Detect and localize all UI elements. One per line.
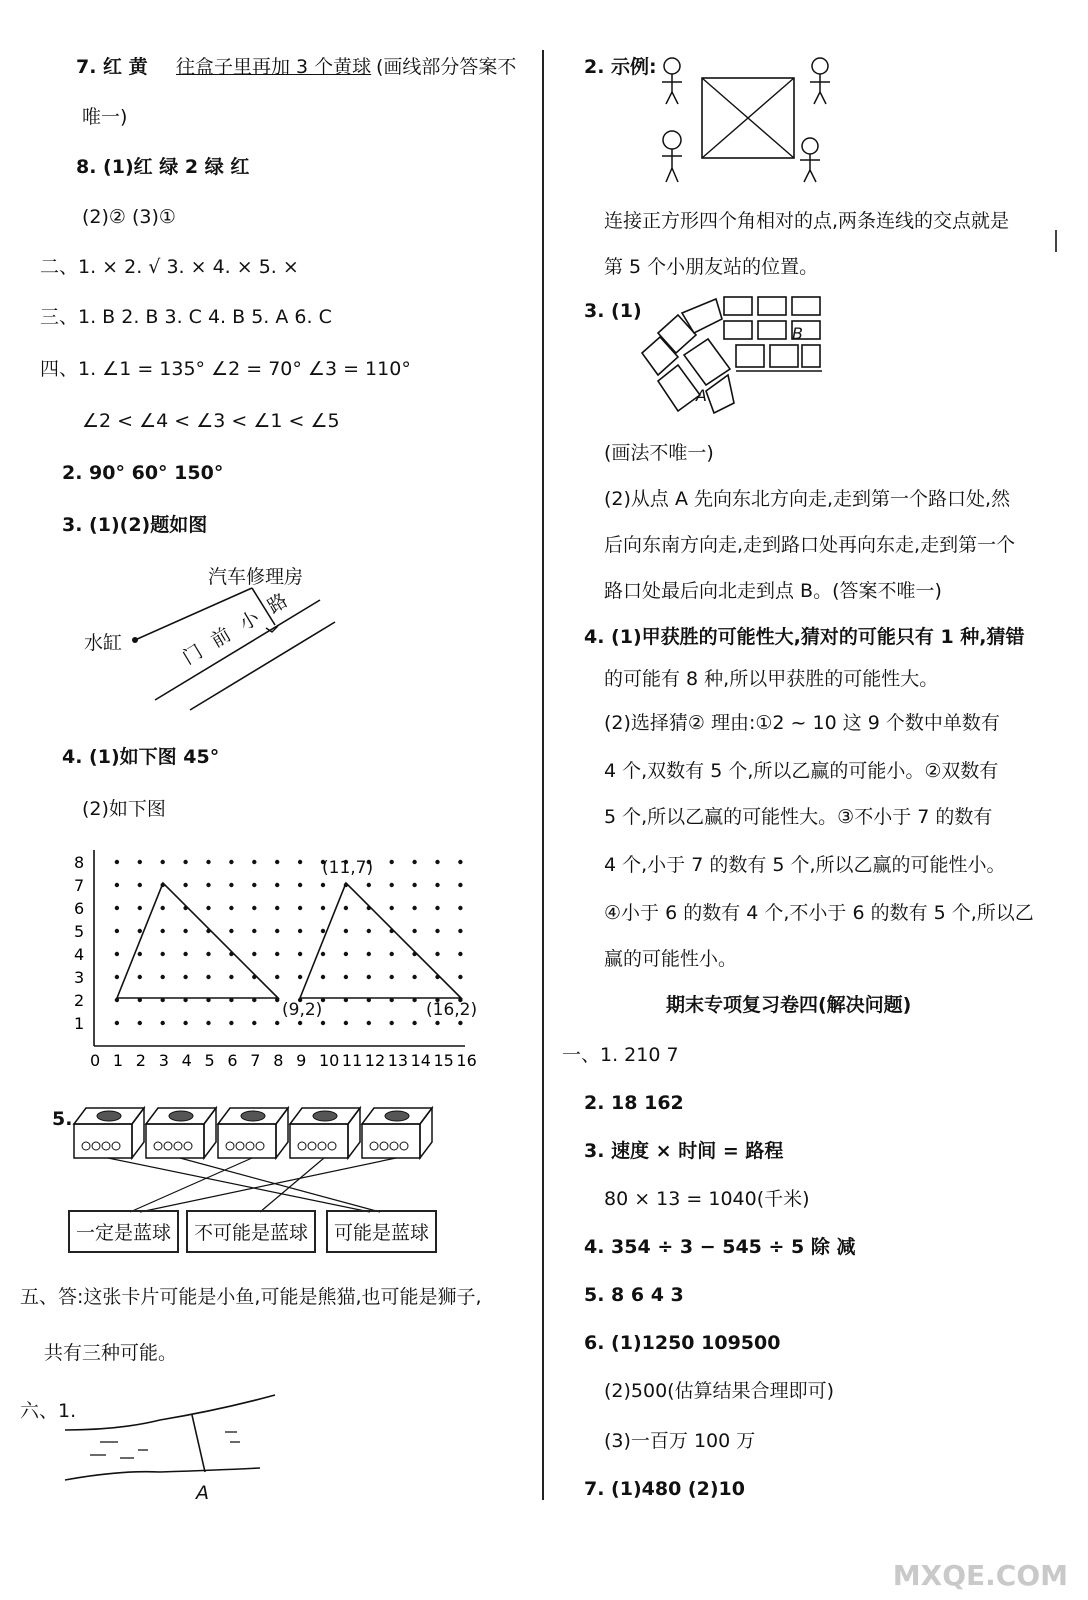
p3-line2: 80 × 13 = 1040(千米): [604, 1188, 810, 1210]
river-figure: [60, 1390, 280, 1490]
grid-dot: [275, 883, 279, 887]
grid-dot: [229, 906, 233, 910]
grid-dot: [229, 929, 233, 933]
ball-box: [146, 1108, 216, 1158]
grid-dot: [275, 860, 279, 864]
q4-2-line5: ④小于 6 的数有 4 个,不小于 6 的数有 5 个,所以乙: [604, 902, 1034, 924]
grid-dot: [206, 975, 210, 979]
grid-dot: [298, 975, 302, 979]
x-tick-label: 12: [364, 1051, 386, 1070]
section-3: 三、1. B 2. B 3. C 4. B 5. A 6. C: [40, 306, 332, 328]
x-tick-label: 10: [319, 1051, 340, 1070]
q2-label: 2. 示例:: [584, 56, 657, 78]
y-tick-label: 6: [74, 899, 85, 918]
column-divider: [542, 50, 544, 1500]
q4-2-line1: (2)选择猜② 理由:①2 ~ 10 这 9 个数中单数有: [604, 712, 1000, 734]
ball-box: [290, 1108, 360, 1158]
grid-dot: [115, 929, 119, 933]
grid-dot: [390, 1021, 394, 1025]
grid-dot: [298, 906, 302, 910]
grid-dot: [435, 1021, 439, 1025]
grid-dot: [183, 883, 187, 887]
ball-box: [74, 1108, 144, 1158]
point-b: B: [792, 324, 803, 343]
grid-dot: [412, 975, 416, 979]
grid-dot: [344, 975, 348, 979]
grid-dot: [321, 952, 325, 956]
box-impossible: 不可能是蓝球: [186, 1210, 316, 1253]
grid-dot: [252, 952, 256, 956]
grid-dot: [206, 883, 210, 887]
road-map: [636, 295, 826, 415]
x-tick-label: 6: [227, 1051, 238, 1070]
x-tick-label: 5: [204, 1051, 215, 1070]
x-tick-label: 4: [181, 1051, 192, 1070]
q4-1-line1: 4. (1)甲获胜的可能性大,猜对的可能只有 1 种,猜错: [584, 626, 1025, 648]
grid-dot: [115, 975, 119, 979]
grid-dot: [115, 883, 119, 887]
x-tick-label: 8: [273, 1051, 284, 1070]
point-a: A: [196, 1482, 209, 1504]
q4-2-line2: 4 个,双数有 5 个,所以乙赢的可能小。②双数有: [604, 760, 999, 782]
q7-underlined: 往盒子里再加 3 个黄球: [176, 56, 372, 78]
x-tick-label: 9: [296, 1051, 307, 1070]
p2: 2. 18 162: [584, 1092, 684, 1114]
grid-dot: [252, 860, 256, 864]
grid-dot: [183, 1021, 187, 1025]
grid-dot: [344, 1021, 348, 1025]
grid-dot: [344, 906, 348, 910]
q4-2-line3: 5 个,所以乙赢的可能性大。③不小于 7 的数有: [604, 806, 993, 828]
grid-dot: [138, 860, 142, 864]
x-tick-label: 2: [135, 1051, 146, 1070]
q3-2-line3: 路口处最后向北走到点 B。(答案不唯一): [604, 580, 942, 602]
grid-dot: [138, 975, 142, 979]
grid-dot: [229, 883, 233, 887]
grid-dot: [390, 883, 394, 887]
grid-dot: [458, 860, 462, 864]
grid-dot: [298, 860, 302, 864]
grid-dot: [183, 975, 187, 979]
section-4-q4: 4. (1)如下图 45°: [62, 746, 220, 768]
ball-box: [362, 1108, 432, 1158]
x-tick-label: 1: [112, 1051, 124, 1070]
p3-line1: 3. 速度 × 时间 = 路程: [584, 1140, 784, 1162]
point-9-2: (9,2): [282, 1000, 323, 1020]
box-certain: 一定是蓝球: [68, 1210, 179, 1253]
x-tick-label: 7: [250, 1051, 261, 1070]
q4-2-line6: 赢的可能性小。: [604, 948, 738, 970]
section-4-q4-2: (2)如下图: [82, 798, 166, 820]
grid-dot: [435, 883, 439, 887]
point-a-map: A: [696, 386, 707, 405]
grid-dot: [138, 883, 142, 887]
q7-note-cont: 唯一): [82, 106, 128, 128]
grid-dot: [412, 1021, 416, 1025]
grid-dot: [115, 860, 119, 864]
section-5-a: 五、答:这张卡片可能是小鱼,可能是熊猫,也可能是狮子,: [20, 1286, 482, 1308]
grid-dot: [321, 883, 325, 887]
grid-dot: [206, 906, 210, 910]
x-tick-label: 13: [387, 1051, 409, 1070]
watermark: MXQE.COM: [892, 1559, 1068, 1592]
y-tick-label: 5: [74, 922, 85, 941]
grid-dot: [183, 929, 187, 933]
grid-dot: [367, 975, 371, 979]
y-tick-label: 1: [74, 1014, 85, 1033]
y-tick-label: 3: [74, 968, 85, 987]
section-6: 六、1.: [20, 1400, 77, 1422]
y-tick-label: 2: [74, 991, 85, 1010]
grid-dot: [458, 883, 462, 887]
q4-1-line2: 的可能有 8 种,所以甲获胜的可能性大。: [604, 668, 939, 690]
grid-dot: [367, 952, 371, 956]
grid-dot: [458, 952, 462, 956]
grid-dot: [275, 975, 279, 979]
y-tick-label: 8: [74, 853, 85, 872]
section-4-q3: 3. (1)(2)题如图: [62, 514, 208, 536]
ball-box: [218, 1108, 288, 1158]
grid-dot: [206, 860, 210, 864]
grid-dot: [275, 1021, 279, 1025]
grid-dot: [321, 975, 325, 979]
y-tick-label: 7: [74, 876, 85, 895]
ball-boxes: [70, 1100, 450, 1210]
grid-dot: [367, 883, 371, 887]
grid-dot: [344, 952, 348, 956]
q3-2-line2: 后向东南方向走,走到路口处再向东走,走到第一个: [604, 534, 1016, 556]
grid-dot: [206, 1021, 210, 1025]
triangle-original: [117, 883, 278, 998]
grid-dot: [435, 906, 439, 910]
grid-dot: [344, 929, 348, 933]
grid-dot: [458, 929, 462, 933]
grid-dot: [183, 952, 187, 956]
p6-line3: (3)一百万 100 万: [604, 1430, 756, 1452]
grid-dot: [252, 1021, 256, 1025]
grid-dot: [138, 1021, 142, 1025]
grid-dot: [161, 975, 165, 979]
grid-dot: [321, 906, 325, 910]
grid-dot: [390, 860, 394, 864]
grid-dot: [115, 906, 119, 910]
grid-dot: [138, 952, 142, 956]
grid-dot: [252, 906, 256, 910]
grid-dot: [161, 929, 165, 933]
grid-dot: [252, 929, 256, 933]
x-tick-label: 3: [158, 1051, 169, 1070]
x-tick-label: 11: [341, 1051, 363, 1070]
x-tick-label: 0: [90, 1051, 101, 1070]
garage-label: 汽车修理房: [208, 566, 304, 588]
q4-2-line4: 4 个,小于 7 的数有 5 个,所以乙赢的可能性小。: [604, 854, 1006, 876]
q8-part1: 8. (1)红 绿 2 绿 红: [76, 156, 250, 178]
q3-2-line1: (2)从点 A 先向东北方向走,走到第一个路口处,然: [604, 488, 1011, 510]
p1: 一、1. 210 7: [562, 1044, 679, 1066]
p6-line1: 6. (1)1250 109500: [584, 1332, 781, 1354]
grid-dot: [412, 883, 416, 887]
x-tick-label: 15: [433, 1051, 454, 1070]
grid-dot: [321, 1021, 325, 1025]
q3-note: (画法不唯一): [604, 442, 714, 464]
grid-dot: [390, 975, 394, 979]
grid-dot: [161, 1021, 165, 1025]
grid-dot: [252, 883, 256, 887]
section-2: 二、1. × 2. √ 3. × 4. × 5. ×: [40, 256, 299, 278]
grid-dot: [161, 906, 165, 910]
q2-text-2: 第 5 个小朋友站的位置。: [604, 256, 819, 278]
grid-dot: [275, 952, 279, 956]
grid-dot: [367, 1021, 371, 1025]
grid-dot: [161, 860, 165, 864]
grid-dot: [138, 929, 142, 933]
q3-label: 3. (1): [584, 300, 642, 322]
q2-text-1: 连接正方形四个角相对的点,两条连线的交点就是: [604, 210, 1010, 232]
grid-dot: [435, 929, 439, 933]
p5: 5. 8 6 4 3: [584, 1284, 684, 1306]
point-16-2: (16,2): [426, 1000, 478, 1020]
grid-dot: [390, 952, 394, 956]
q8-part2: (2)② (3)①: [82, 206, 176, 228]
grid-dot: [390, 906, 394, 910]
grid-dot: [458, 975, 462, 979]
grid-dot: [229, 1021, 233, 1025]
grid-dot: [412, 929, 416, 933]
triangle-moved: [300, 883, 461, 998]
square-figure: [650, 50, 840, 200]
grid-dot: [412, 906, 416, 910]
grid-dot: [161, 952, 165, 956]
dot-grid: [60, 850, 480, 1080]
q7-note: (画线部分答案不: [376, 56, 517, 78]
x-tick-label: 14: [410, 1051, 431, 1070]
q7-answer: 7. 红 黄: [76, 56, 148, 78]
box-possible: 可能是蓝球: [326, 1210, 437, 1253]
grid-dot: [298, 952, 302, 956]
grid-dot: [298, 1021, 302, 1025]
section-4-q1-order: ∠2 < ∠4 < ∠3 < ∠1 < ∠5: [82, 410, 340, 432]
grid-dot: [458, 906, 462, 910]
grid-dot: [229, 860, 233, 864]
p6-line2: (2)500(估算结果合理即可): [604, 1380, 835, 1402]
section-4-q5: 5.: [52, 1108, 73, 1130]
section-5-b: 共有三种可能。: [44, 1342, 178, 1364]
grid-dot: [206, 952, 210, 956]
road-label: 门 前 小 路: [178, 587, 295, 670]
x-tick-label: 16: [456, 1051, 477, 1070]
grid-dot: [138, 906, 142, 910]
tank-label: 水缸: [84, 632, 123, 654]
grid-dot: [275, 906, 279, 910]
margin-mark: [1055, 230, 1057, 252]
grid-dot: [367, 929, 371, 933]
grid-dot: [298, 929, 302, 933]
section-4-q1: 四、1. ∠1 = 135° ∠2 = 70° ∠3 = 110°: [40, 358, 411, 380]
grid-dot: [229, 975, 233, 979]
section-4-q2: 2. 90° 60° 150°: [62, 462, 224, 484]
grid-dot: [183, 860, 187, 864]
grid-dot: [115, 1021, 119, 1025]
grid-dot: [435, 860, 439, 864]
y-tick-label: 4: [74, 945, 85, 964]
point-11-7: (11,7): [322, 858, 374, 878]
section-title: 期末专项复习卷四(解决问题): [666, 994, 912, 1016]
p7: 7. (1)480 (2)10: [584, 1478, 745, 1500]
grid-dot: [412, 860, 416, 864]
grid-dot: [275, 929, 279, 933]
grid-dot: [435, 952, 439, 956]
grid-dot: [321, 929, 325, 933]
p4: 4. 354 ÷ 3 − 545 ÷ 5 除 减: [584, 1236, 856, 1258]
grid-dot: [115, 952, 119, 956]
grid-dot: [458, 1021, 462, 1025]
grid-dot: [298, 883, 302, 887]
